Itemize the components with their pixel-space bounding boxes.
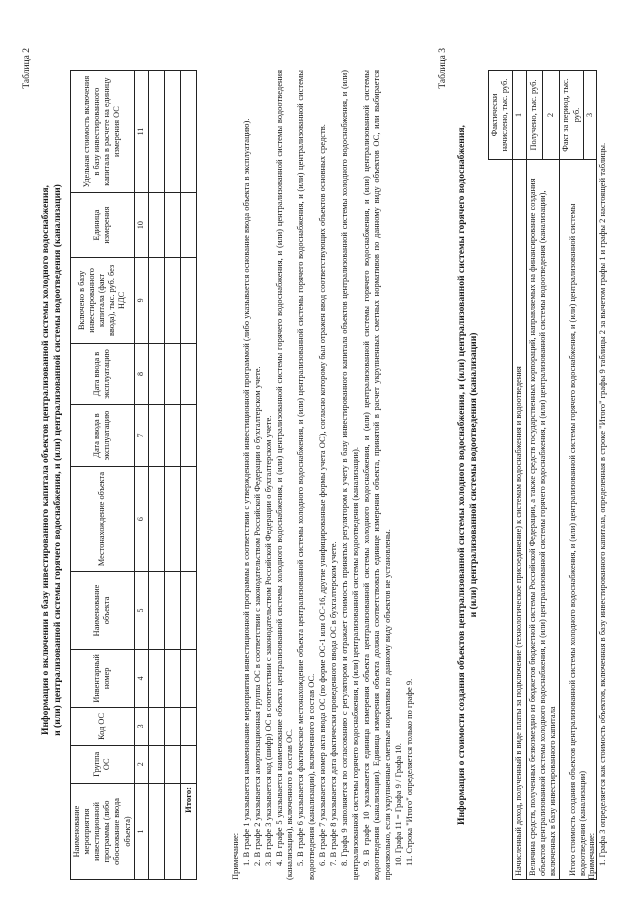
- table2-cell: [180, 71, 196, 193]
- note-item: 1. В графе 1 указывается наименование мероприятия инвестиционной программы в соответствии с утвержденной инвестиционной программой (либо указывается основание ввода объекта в эксплуатацию).: [240, 118, 251, 866]
- table2-cell: [180, 572, 196, 649]
- table3-corner-cell: [489, 160, 513, 880]
- table2-number-row: [134, 71, 148, 880]
- table2-cell: [164, 745, 180, 783]
- table2-header-cell: Дата ввода в эксплуатацию: [71, 343, 135, 405]
- table2-col-number: 1: [134, 783, 148, 879]
- table2-col-number: 8: [134, 343, 148, 405]
- table3-row: [560, 71, 584, 880]
- table3-header-row: [489, 71, 513, 880]
- table2-header-cell: Группа ОС: [71, 745, 135, 783]
- note-item: 7. В графе 8 указывается дата фактически проведенного ввода ОС в бухгалтерском учете.: [327, 541, 338, 866]
- table2-cell: [164, 572, 180, 649]
- table2-header-cell: Наименование объекта: [71, 572, 135, 649]
- table2-cell: [180, 343, 196, 405]
- table3: [488, 70, 597, 880]
- table2-cell: [180, 405, 196, 467]
- table2-col-number: 2: [134, 745, 148, 783]
- table2-cell: [164, 193, 180, 258]
- table2-col-number: 9: [134, 258, 148, 344]
- table2-header-cell: Дата ввода в эксплуатацию: [71, 405, 135, 467]
- table2-cell: [164, 258, 180, 344]
- table2-empty-row: [164, 71, 180, 880]
- rotated-page: [18, 30, 628, 890]
- table3-notes: [586, 70, 608, 880]
- table2-cell: [148, 405, 164, 467]
- table2-cell: [180, 708, 196, 745]
- table3-title-line2: и (или) централизованной системы водоотведения (канализации): [467, 332, 479, 618]
- table2-cell: [148, 466, 164, 572]
- note-item: 5. В графе 6 указывается фактическое местонахождение объекта централизованной системы холодного водоснабжения, и (или) централизованной системы горячего водоснабжения, и (или) централизованной системы водоотведения (канализации), включенного в состав ОС.: [295, 70, 317, 880]
- note-item: 6. В графе 7 указывается номер акта ввода ОС (по форме ОС-1 или ОС-16, другие унифицированные формы учета ОС), согласно которому был отражен ввод соответствующих объектов основных средств.: [317, 124, 327, 866]
- table2-col-number: 6: [134, 466, 148, 572]
- table2-col-number: 5: [134, 572, 148, 649]
- table2-cell: [180, 745, 196, 783]
- table2-cell: [164, 649, 180, 708]
- table3-row-label: Итого стоимость создания объектов централизованной системы холодного водоснабжения, и (или) централизованной системы горячего водоснабжения, и (или) централизованной системы водоотведения (канализации): [560, 160, 597, 880]
- table3-row: [526, 71, 543, 880]
- table2-title-line2: и (или) централизованной системы горячего водоснабжения, и (или) централизованной системы водоотведения (канализации): [51, 184, 63, 736]
- table2-cell: [164, 405, 180, 467]
- note-item: 8. Графа 9 заполняется по согласованию с регулятором и отражает стоимость принятых регулятором к учету в базу инвестированного капитала объектов централизованной системы холодного водоснабжения, и (или) централизованной системы горячего водоснабжения, и (или) централизованной системы водоотведения (канализации).: [338, 70, 360, 880]
- table2-cell: [180, 258, 196, 344]
- table2-header-cell: Единица измерения: [71, 193, 135, 258]
- table2-header-cell: Удельная стоимость включения в базу инвестированного капитала в расчете на единицу измерения ОС: [71, 71, 135, 193]
- table2-cell: [180, 649, 196, 708]
- table2-header-cell: Инвентарный номер: [71, 649, 135, 708]
- table2-cell: [148, 745, 164, 783]
- note-item: 11. Строка "Итого" определяется только по графе 9.: [404, 678, 414, 866]
- table2-header-cell: Код ОС: [71, 708, 135, 745]
- table2-cell: [164, 783, 180, 879]
- table3-row-label: Величина средств, полученных безвозмездно из бюджетов бюджетной системы Российской Федерации, а также средств государственных корпораций, направляемых на финансирование создания объектов централизованной системы холодного водоснабжения, и (или) централизованной системы горячего водоснабжения, и (или) централизованной системы водоотведения (канализации), включенных в базу инвестированного капитала: [526, 160, 560, 880]
- notes-heading: Примечание:: [230, 832, 240, 880]
- table3-row-value-label: Получено, тыс. руб.: [526, 71, 543, 160]
- table2-cell: [180, 466, 196, 572]
- table2-cell: [148, 193, 164, 258]
- table3-label: Таблица 3: [438, 48, 448, 89]
- table2-cell: [148, 71, 164, 193]
- note-item: 9. В графе 10 указывается единица измерения объекта централизованной системы холодного водоснабжения, и (или) централизованной системы горячего водоснабжения, и (или) централизованной системы водоотведения (канализации). Единица измерения объекта должна соответствовать единице измерения объекта, принятой в расчет укрупненных сметных нормативов по данному виду объектов ОС, или выбирается произвольно, если укрупненные сметные нормативы по данному виду объектов не установлены.: [360, 70, 393, 880]
- table3-row-value-label: Факт за период, тыс. руб.: [560, 71, 584, 160]
- table2-col-number: 11: [134, 71, 148, 193]
- table2-cell: [148, 572, 164, 649]
- table2-header-cell: Наименование мероприятия инвестиционной программы (либо обоснование ввода объекта): [71, 783, 135, 879]
- table3-row-number: 2: [543, 71, 560, 160]
- note-item: 3. В графе 3 указывается код (шифр) ОС в соответствии с законодательством Российской Федерации о бухгалтерском учете.: [262, 415, 273, 866]
- table2-notes: [230, 70, 415, 880]
- table2-col-number: 10: [134, 193, 148, 258]
- note-item: 2. В графе 2 указывается амортизационная группа ОС в соответствии с законодательством Российской Федерации о бухгалтерском учете.: [251, 366, 262, 866]
- table2-header-row: [71, 71, 135, 880]
- table2-total-label: Итого:: [180, 783, 196, 879]
- table2-cell: [164, 71, 180, 193]
- table2-cell: [148, 783, 164, 879]
- table2-cell: [164, 343, 180, 405]
- table2-empty-row: [148, 71, 164, 880]
- table3-row-number: 3: [583, 71, 596, 160]
- table2-cell: [148, 649, 164, 708]
- table3-row-number: 1: [512, 71, 526, 160]
- table2-cell: [148, 343, 164, 405]
- note-item: 10. Графа 11 = Графа 9 / Графа 10.: [393, 743, 404, 866]
- note-item: 4. В графе 5 указывается наименование объекта централизованной системы холодного водоснабжения, и (или) централизованной системы горячего водоснабжения, и (или) централизованной системы водоотведения (канализации), включенного в состав ОС.: [273, 70, 295, 880]
- table2-col-number: 4: [134, 649, 148, 708]
- table2-cell: [164, 708, 180, 745]
- table2-cell: [148, 258, 164, 344]
- note-item: 1. Графа 3 определяется как стоимость объектов, включенная в базу инвестированного капитала, определенная в строке "Итого" графы 9 таблицы 2 за вычетом графы 1 и графы 2 настоящей таблицы.: [596, 142, 607, 866]
- table2-label: Таблица 2: [22, 48, 32, 89]
- table2-title: [40, 70, 64, 850]
- table3-title: [456, 70, 480, 880]
- table2-cell: [164, 466, 180, 572]
- table3-row: [512, 71, 526, 880]
- table2-total-row: [180, 71, 196, 880]
- table2-col-number: 7: [134, 405, 148, 467]
- table2-title-line1: Информация о включении в базу инвестированного капитала объектов централизованной системы холодного водоснабжения,: [40, 185, 51, 735]
- table3-header-cell: Фактически начислено, тыс. руб.: [489, 71, 513, 160]
- table2-col-number: 3: [134, 708, 148, 745]
- table2-cell: [148, 708, 164, 745]
- table3-title-line1: Информация о стоимости создания объектов централизованной системы холодного водоснабжения, и (или) централизованной системы горячего водоснабжения,: [456, 125, 467, 825]
- table3-row-label: Начисленный доход, полученный в виде платы за подключение (технологическое присоединение) к системам водоснабжения и водоотведения: [512, 160, 526, 880]
- table2-header-cell: Местонахождение объекта: [71, 466, 135, 572]
- table2-header-cell: Включено в базу инвестированного капитала (факт ввода), тыс. руб. без НДС: [71, 258, 135, 344]
- table2-cell: [180, 193, 196, 258]
- table2: [70, 70, 197, 880]
- notes-heading: Примечание:: [586, 832, 596, 880]
